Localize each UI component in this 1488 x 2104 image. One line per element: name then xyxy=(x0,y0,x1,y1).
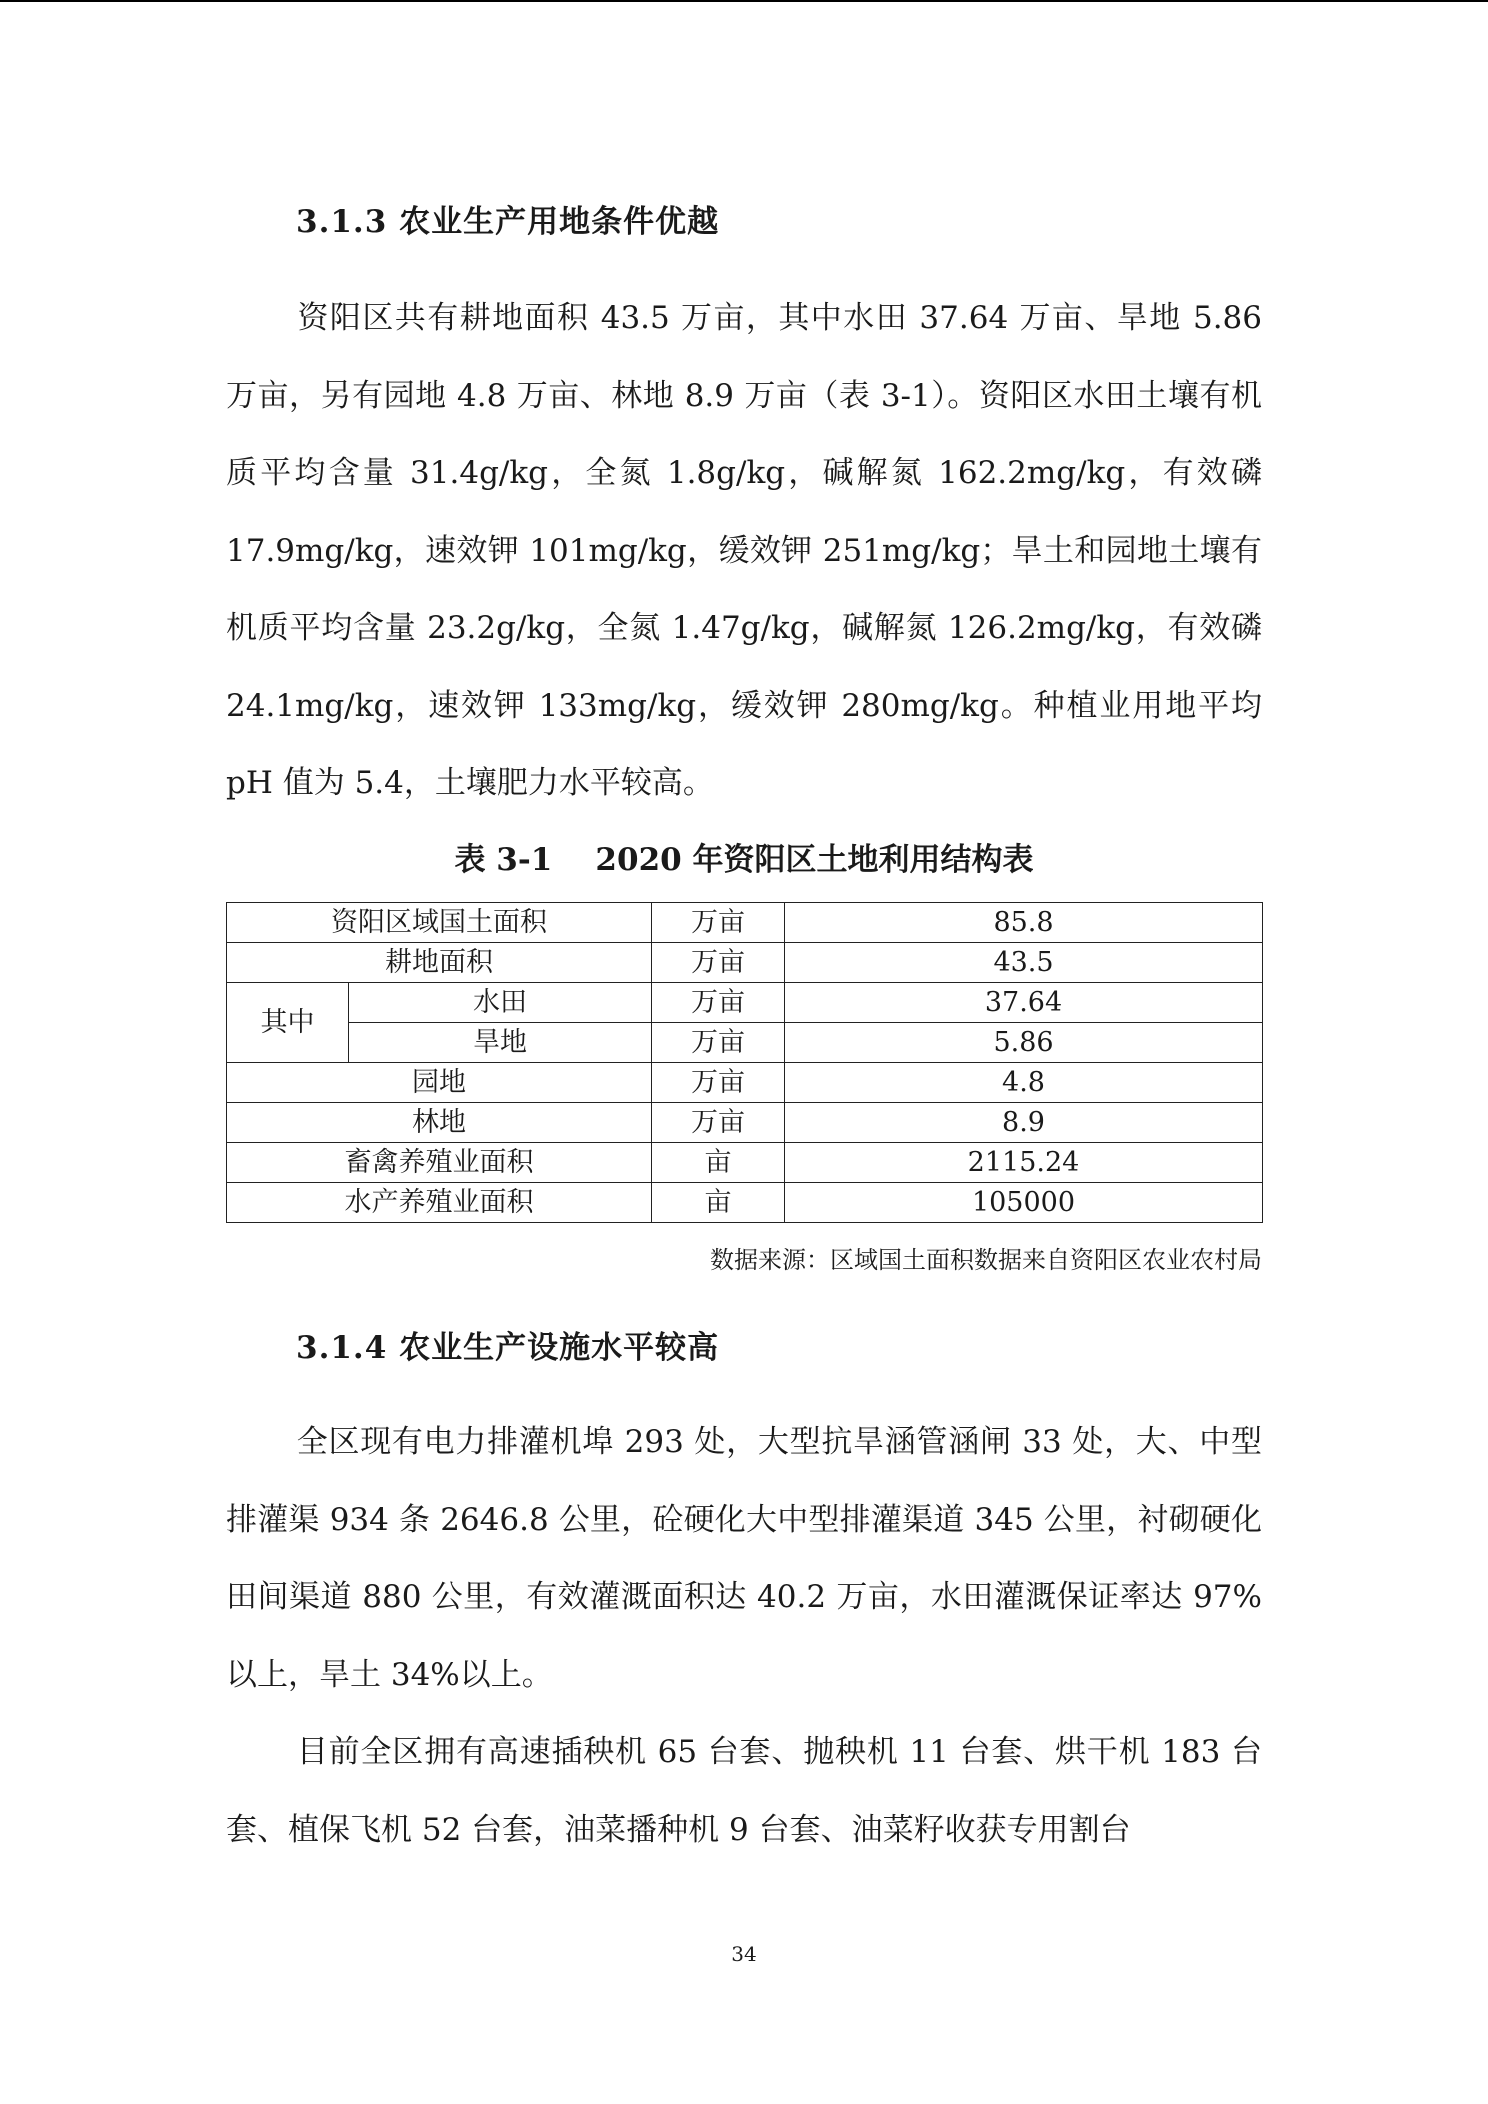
table-caption: 表 3-1 2020 年资阳区土地利用结构表 xyxy=(454,842,1034,878)
row-group-label: 其中 xyxy=(227,983,349,1063)
table-row xyxy=(227,943,1263,983)
row-label: 旱地 xyxy=(349,1023,652,1063)
page-top-border xyxy=(0,0,1488,2)
row-label: 林地 xyxy=(227,1103,652,1143)
row-value: 4.8 xyxy=(785,1063,1263,1103)
table-row xyxy=(227,903,1263,943)
row-unit: 亩 xyxy=(652,1183,785,1223)
row-value: 2115.24 xyxy=(785,1143,1263,1183)
row-unit: 万亩 xyxy=(652,1023,785,1063)
table-row xyxy=(227,1183,1263,1223)
row-label: 畜禽养殖业面积 xyxy=(227,1143,652,1183)
row-label: 园地 xyxy=(227,1063,652,1103)
row-value: 37.64 xyxy=(785,983,1263,1023)
section-3-1-3-paragraph xyxy=(226,280,1262,823)
table-row xyxy=(227,983,1263,1023)
land-use-table xyxy=(226,902,1263,1223)
table-row xyxy=(227,1103,1263,1143)
row-unit: 亩 xyxy=(652,1143,785,1183)
section-3-1-4-paragraph-2 xyxy=(226,1714,1262,1869)
section-3-1-4-paragraph-2-text: 目前全区拥有高速插秧机 65 台套、抛秧机 11 台套、烘干机 183 台套、植保飞机 52 台套，油菜播种机 9 台套、油菜籽收获专用割台 xyxy=(226,1734,1262,1848)
section-3-1-3-paragraph-text: 资阳区共有耕地面积 43.5 万亩，其中水田 37.64 万亩、旱地 5.86 万亩，另有园地 4.8 万亩、林地 8.9 万亩（表 3-1）。资阳区水田土壤有机质平均含量 31.4g/kg，全氮 1.8g/kg，碱解氮 162.2mg/kg，有效磷 17.9mg/kg，速效钾 101mg/kg，缓效钾 251mg/kg；旱土和园地土壤有机质平均含量 23.2g/kg，全氮 1.47g/kg，碱解氮 126.2mg/kg，有效磷 24.1mg/kg，速效钾 133mg/kg，缓效钾 280mg/kg。种植业用地平均 pH 值为 5.4，土壤肥力水平较高。 xyxy=(226,300,1262,801)
table-row xyxy=(227,1063,1263,1103)
row-unit: 万亩 xyxy=(652,943,785,983)
section-3-1-4-paragraph-1 xyxy=(226,1404,1262,1714)
table-source-note: 数据来源：区域国土面积数据来自资阳区农业农村局 xyxy=(710,1246,1262,1274)
row-label: 水产养殖业面积 xyxy=(227,1183,652,1223)
row-label: 水田 xyxy=(349,983,652,1023)
section-heading-3-1-3: 3.1.3 农业生产用地条件优越 xyxy=(296,204,720,240)
row-unit: 万亩 xyxy=(652,1103,785,1143)
row-label: 资阳区域国土面积 xyxy=(227,903,652,943)
row-unit: 万亩 xyxy=(652,983,785,1023)
row-value: 8.9 xyxy=(785,1103,1263,1143)
table-row xyxy=(227,1023,1263,1063)
page-number: 34 xyxy=(731,1942,757,1966)
row-label: 耕地面积 xyxy=(227,943,652,983)
row-value: 5.86 xyxy=(785,1023,1263,1063)
table-row xyxy=(227,1143,1263,1183)
section-heading-3-1-4: 3.1.4 农业生产设施水平较高 xyxy=(296,1330,720,1366)
row-value: 85.8 xyxy=(785,903,1263,943)
row-value: 105000 xyxy=(785,1183,1263,1223)
row-value: 43.5 xyxy=(785,943,1263,983)
row-unit: 万亩 xyxy=(652,903,785,943)
section-3-1-4-paragraph-1-text: 全区现有电力排灌机埠 293 处，大型抗旱涵管涵闸 33 处，大、中型排灌渠 934 条 2646.8 公里，砼硬化大中型排灌渠道 345 公里，衬砌硬化田间渠道 880 公里，有效灌溉面积达 40.2 万亩，水田灌溉保证率达 97%以上，旱土 34%以上。 xyxy=(226,1424,1262,1693)
row-unit: 万亩 xyxy=(652,1063,785,1103)
